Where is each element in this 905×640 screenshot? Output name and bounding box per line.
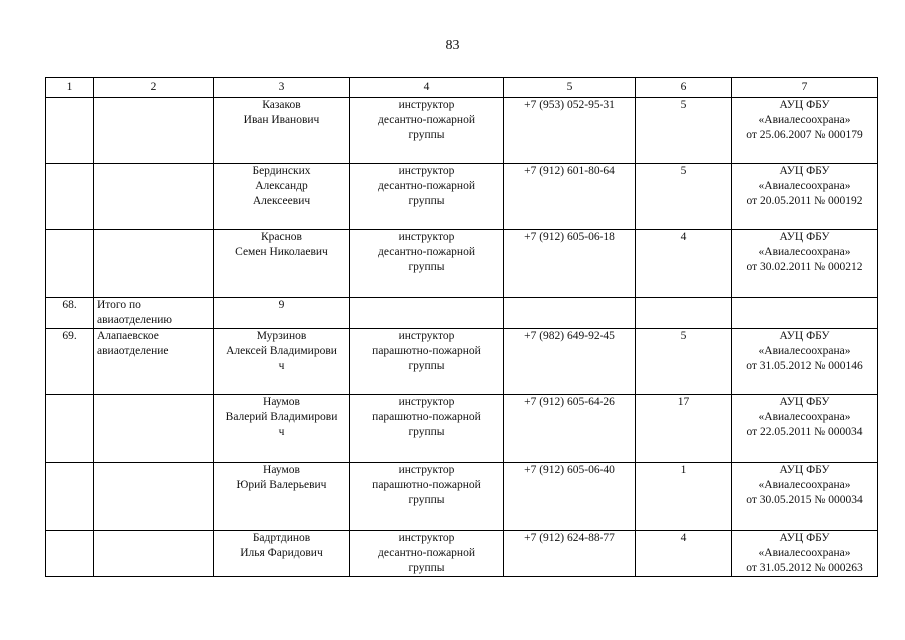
certificate-line: АУЦ ФБУ (779, 165, 830, 177)
phone-cell: +7 (982) 649-92-45 (504, 329, 636, 395)
name-line: ч (278, 426, 285, 438)
position-line: группы (408, 261, 445, 273)
unit-cell (94, 329, 214, 395)
years-cell: 17 (636, 395, 732, 463)
table-row (46, 230, 878, 298)
certificate-line: от 30.02.2011 № 000212 (746, 261, 863, 273)
certificate-line: АУЦ ФБУ (779, 464, 830, 476)
table-row (46, 164, 878, 230)
unit-line: Алапаевское (97, 330, 159, 342)
years-cell: 1 (636, 463, 732, 531)
unit-cell (94, 164, 214, 230)
row-number-cell (46, 164, 94, 230)
name-line: Юрий Валерьевич (236, 479, 327, 491)
column-header: 2 (94, 78, 214, 98)
page-number: 83 (445, 38, 460, 53)
certificate-line: «Авиалесоохрана» (758, 345, 851, 357)
row-number-cell (46, 230, 94, 298)
row-number-cell: 68. (46, 298, 94, 329)
column-number-row (46, 78, 878, 98)
years-cell: 5 (636, 329, 732, 395)
certificate-cell (732, 329, 878, 395)
name-line: Алексеевич (252, 195, 311, 207)
position-line: инструктор (398, 330, 455, 342)
phone-cell: +7 (912) 601-80-64 (504, 164, 636, 230)
position-cell (350, 329, 504, 395)
phone-cell: +7 (912) 605-64-26 (504, 395, 636, 463)
years-cell: 5 (636, 98, 732, 164)
column-header: 1 (46, 78, 94, 98)
name-cell (214, 463, 350, 531)
name-line: 9 (278, 299, 285, 311)
name-cell (214, 531, 350, 577)
position-cell (350, 298, 504, 329)
position-line: десантно-пожарной (378, 246, 475, 258)
position-line: парашютно-пожарной (372, 411, 481, 423)
row-number-cell: 69. (46, 329, 94, 395)
table-row (46, 298, 878, 329)
certificate-line: от 31.05.2012 № 000146 (746, 360, 863, 372)
years-cell: 5 (636, 164, 732, 230)
certificate-line: от 31.05.2012 № 000263 (746, 562, 863, 574)
table-row (46, 329, 878, 395)
column-header: 3 (214, 78, 350, 98)
name-line: ч (278, 360, 285, 372)
certificate-cell (732, 531, 878, 577)
name-line: Александр (255, 180, 308, 192)
name-cell (214, 395, 350, 463)
position-cell (350, 531, 504, 577)
name-line: Бердинских (252, 165, 311, 177)
column-header: 7 (732, 78, 878, 98)
certificate-line: «Авиалесоохрана» (758, 479, 851, 491)
name-cell (214, 230, 350, 298)
certificate-cell (732, 463, 878, 531)
phone-cell: +7 (912) 605-06-18 (504, 230, 636, 298)
position-cell (350, 463, 504, 531)
position-line: группы (408, 562, 445, 574)
position-cell (350, 164, 504, 230)
certificate-line: АУЦ ФБУ (779, 99, 830, 111)
column-header: 5 (504, 78, 636, 98)
column-header: 4 (350, 78, 504, 98)
name-cell (214, 329, 350, 395)
table-row (46, 98, 878, 164)
position-line: инструктор (398, 396, 455, 408)
certificate-line: от 20.05.2011 № 000192 (746, 195, 863, 207)
personnel-table (45, 77, 878, 577)
certificate-line: АУЦ ФБУ (779, 231, 830, 243)
position-cell (350, 230, 504, 298)
certificate-line: АУЦ ФБУ (779, 396, 830, 408)
position-line: парашютно-пожарной (372, 345, 481, 357)
certificate-line: от 22.05.2011 № 000034 (746, 426, 863, 438)
certificate-cell (732, 164, 878, 230)
name-line: Семен Николаевич (235, 246, 328, 258)
position-cell (350, 98, 504, 164)
unit-line: Итого по (97, 299, 141, 311)
name-line: Бадртдинов (252, 532, 311, 544)
name-line: Краснов (261, 231, 302, 243)
position-line: инструктор (398, 99, 455, 111)
unit-cell (94, 531, 214, 577)
unit-cell (94, 230, 214, 298)
name-line: Иван Иванович (243, 114, 320, 126)
years-cell: 4 (636, 531, 732, 577)
row-number-cell (46, 531, 94, 577)
phone-cell (504, 298, 636, 329)
position-line: группы (408, 426, 445, 438)
row-number-cell (46, 98, 94, 164)
table-row (46, 463, 878, 531)
name-line: Мурзинов (256, 330, 307, 342)
certificate-cell (732, 230, 878, 298)
position-line: группы (408, 195, 445, 207)
unit-line: авиаотделению (97, 314, 172, 326)
certificate-line: «Авиалесоохрана» (758, 411, 851, 423)
position-line: группы (408, 129, 445, 141)
position-line: инструктор (398, 231, 455, 243)
position-line: десантно-пожарной (378, 114, 475, 126)
column-header: 6 (636, 78, 732, 98)
name-line: Наумов (263, 464, 300, 476)
certificate-cell (732, 98, 878, 164)
name-line: Наумов (263, 396, 300, 408)
unit-cell (94, 98, 214, 164)
certificate-line: «Авиалесоохрана» (758, 246, 851, 258)
position-line: группы (408, 360, 445, 372)
position-line: инструктор (398, 165, 455, 177)
position-cell (350, 395, 504, 463)
unit-cell (94, 298, 214, 329)
certificate-line: «Авиалесоохрана» (758, 547, 851, 559)
name-line: Алексей Владимирови (226, 345, 337, 357)
name-line: Казаков (262, 99, 301, 111)
unit-line: авиаотделение (97, 345, 169, 357)
certificate-line: «Авиалесоохрана» (758, 114, 851, 126)
name-cell (214, 298, 350, 329)
phone-cell: +7 (953) 052-95-31 (504, 98, 636, 164)
certificate-line: «Авиалесоохрана» (758, 180, 851, 192)
certificate-cell (732, 395, 878, 463)
name-cell (214, 98, 350, 164)
row-number-cell (46, 395, 94, 463)
table-row (46, 395, 878, 463)
position-line: группы (408, 494, 445, 506)
certificate-cell (732, 298, 878, 329)
position-line: десантно-пожарной (378, 180, 475, 192)
certificate-line: от 25.06.2007 № 000179 (746, 129, 863, 141)
years-cell (636, 298, 732, 329)
certificate-line: от 30.05.2015 № 000034 (746, 494, 863, 506)
name-line: Илья Фаридович (240, 547, 323, 559)
row-number-cell (46, 463, 94, 531)
years-cell: 4 (636, 230, 732, 298)
position-line: инструктор (398, 532, 455, 544)
unit-cell (94, 395, 214, 463)
position-line: десантно-пожарной (378, 547, 475, 559)
table-row (46, 531, 878, 577)
name-cell (214, 164, 350, 230)
name-line: Валерий Владимирови (225, 411, 338, 423)
certificate-line: АУЦ ФБУ (779, 330, 830, 342)
certificate-line: АУЦ ФБУ (779, 532, 830, 544)
phone-cell: +7 (912) 605-06-40 (504, 463, 636, 531)
position-line: парашютно-пожарной (372, 479, 481, 491)
phone-cell: +7 (912) 624-88-77 (504, 531, 636, 577)
position-line: инструктор (398, 464, 455, 476)
unit-cell (94, 463, 214, 531)
